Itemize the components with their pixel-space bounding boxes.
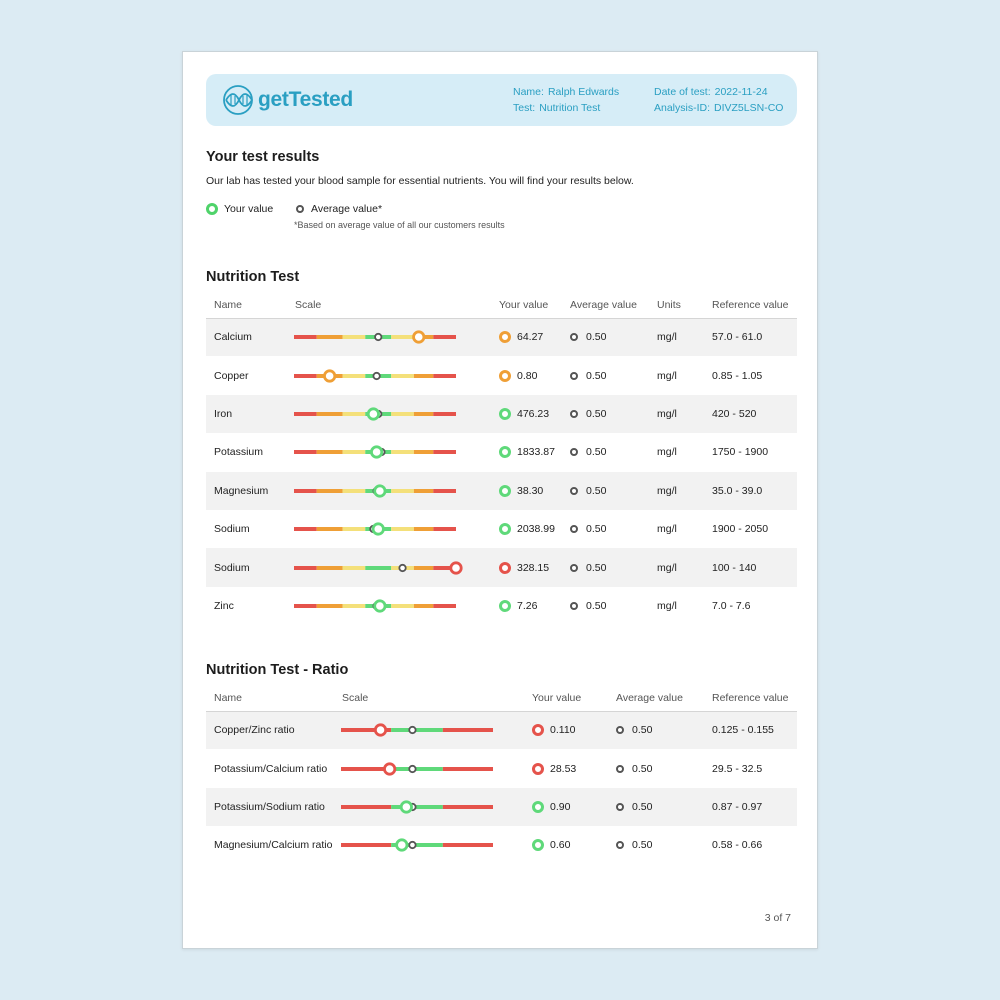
your-value-marker: [375, 725, 385, 735]
range-scale: [287, 596, 463, 616]
nutrient-name: [206, 433, 287, 471]
your-value-cell: [491, 433, 562, 471]
average-dot-icon: [570, 372, 578, 380]
nutrient-name-text: Iron: [214, 407, 233, 420]
date-value: 2022-11-24: [714, 86, 768, 98]
your-value-marker: [375, 601, 385, 611]
unit: mg/l: [657, 599, 677, 612]
name-value: Ralph Edwards: [547, 86, 620, 98]
your-value-wrap: [532, 801, 608, 813]
reference-value: 420 - 520: [704, 395, 797, 433]
average-value-cell: [562, 510, 649, 548]
average-value-cell: [608, 826, 704, 864]
status-dot-icon: [499, 600, 511, 612]
status-dot-icon: [532, 724, 544, 736]
legend-note: *Based on average value of all our customers results: [294, 220, 505, 230]
range-scale: [287, 404, 463, 424]
nutrient-name-text: Potassium/Calcium ratio: [214, 762, 328, 775]
your-value: 328.15: [517, 561, 550, 574]
status-dot-icon: [499, 446, 511, 458]
range-scale: [287, 519, 463, 539]
column-header: Scale: [287, 292, 491, 318]
average-value-marker: [409, 765, 415, 771]
column-header: Reference value: [704, 685, 797, 711]
test-label: Test:: [513, 102, 536, 114]
average-value: 0.50: [586, 369, 607, 382]
status-dot-icon: [499, 485, 511, 497]
analysis-label: Analysis-ID:: [654, 102, 711, 114]
your-value-marker-icon: [206, 203, 218, 215]
range-scale: [287, 366, 463, 386]
nutrient-name-text: Potassium/Sodium ratio: [214, 800, 325, 813]
nutrient-name-text: Copper/Zinc ratio: [214, 724, 295, 737]
average-value: 0.50: [632, 839, 653, 852]
your-value: 28.53: [550, 762, 577, 775]
average-dot-icon: [570, 487, 578, 495]
average-dot-icon: [570, 525, 578, 533]
nutrition-title: Nutrition Test: [206, 269, 300, 285]
average-value-cell: [562, 548, 649, 586]
status-dot-icon: [499, 562, 511, 574]
nutrient-name-text: Zinc: [214, 599, 234, 612]
ratio-table: [206, 685, 797, 865]
your-value-wrap: [532, 724, 608, 736]
your-value-marker: [324, 370, 334, 380]
your-value-cell: [524, 788, 608, 826]
average-value-cell: [562, 395, 649, 433]
report-page: [182, 51, 818, 949]
legend-your-value: [206, 203, 273, 215]
unit: mg/l: [649, 395, 704, 433]
nutrition-table-header: [206, 292, 797, 318]
your-value-cell: [491, 318, 562, 356]
page-number: 3 of 7: [764, 912, 791, 924]
dna-helix-icon: [222, 84, 256, 116]
name-label: Name:: [513, 86, 544, 98]
table-row: [206, 749, 797, 787]
your-value-marker: [373, 524, 383, 534]
table-row: [206, 788, 797, 826]
range-scale: [287, 327, 463, 347]
average-value-wrap: [570, 408, 649, 420]
table-row: [206, 472, 797, 510]
average-value: 0.50: [632, 724, 653, 737]
scale-cell: [334, 788, 524, 826]
your-value-wrap: [499, 523, 562, 535]
nutrient-name-text: Magnesium: [214, 484, 269, 497]
table-row: [206, 395, 797, 433]
your-value-cell: [491, 587, 562, 625]
nutrient-name: [206, 826, 334, 864]
scale-cell: [334, 711, 524, 749]
legend-avg-label: Average value*: [311, 203, 383, 215]
your-value: 0.90: [550, 800, 571, 813]
ratio-table-header: [206, 685, 797, 711]
nutrient-name-text: Potassium: [214, 446, 264, 459]
average-value-wrap: [570, 331, 649, 343]
average-value-wrap: [570, 562, 649, 574]
average-value-wrap: [616, 724, 704, 736]
results-title: Your test results: [206, 149, 320, 165]
average-value-cell: [562, 587, 649, 625]
range-scale: [334, 835, 500, 855]
reference-value: 0.85 - 1.05: [712, 369, 763, 382]
brand-name: getTested: [258, 88, 353, 111]
your-value-wrap: [532, 763, 608, 775]
range-scale: [287, 558, 463, 578]
your-value-marker: [371, 447, 381, 457]
nutrient-name: [206, 711, 334, 749]
column-header: Name: [206, 292, 287, 318]
average-value-cell: [608, 788, 704, 826]
your-value-cell: [524, 749, 608, 787]
your-value: 64.27: [517, 331, 544, 344]
range-scale: [287, 481, 463, 501]
table-row: [206, 548, 797, 586]
nutrient-name: [206, 356, 287, 394]
average-value-marker: [373, 372, 379, 378]
nutrient-name: [206, 788, 334, 826]
scale-cell: [287, 318, 491, 356]
results-intro: Our lab has tested your blood sample for essential nutrients. You will find your results below.: [206, 175, 634, 187]
your-value-marker: [368, 409, 378, 419]
column-header: Reference value: [704, 292, 797, 318]
your-value-wrap: [532, 839, 608, 851]
average-value: 0.50: [632, 800, 653, 813]
scale-cell: [287, 548, 491, 586]
average-value-wrap: [570, 523, 649, 535]
unit: mg/l: [657, 446, 677, 459]
reference-value: 0.125 - 0.155: [704, 711, 797, 749]
your-value-wrap: [499, 600, 562, 612]
status-dot-icon: [499, 331, 511, 343]
average-value: 0.50: [586, 523, 607, 536]
column-header: Units: [649, 292, 704, 318]
average-value-cell: [608, 749, 704, 787]
status-dot-icon: [532, 839, 544, 851]
unit: mg/l: [657, 369, 677, 382]
your-value: 0.60: [550, 839, 571, 852]
patient-info: [513, 84, 619, 116]
reference-value: 100 - 140: [704, 548, 797, 586]
status-dot-icon: [499, 370, 511, 382]
average-value: 0.50: [586, 407, 607, 420]
your-value-wrap: [499, 562, 562, 574]
your-value-cell: [491, 472, 562, 510]
reference-value: 57.0 - 61.0: [704, 318, 797, 356]
column-header: Average value: [562, 292, 649, 318]
nutrient-name: [206, 472, 287, 510]
table-row: [206, 433, 797, 471]
range-scale: [334, 759, 500, 779]
your-value-cell: [524, 826, 608, 864]
nutrient-name-text: Magnesium/Calcium ratio: [214, 839, 333, 852]
your-value-wrap: [499, 446, 562, 458]
nutrient-name: [206, 510, 287, 548]
nutrient-name: [206, 548, 287, 586]
test-value: Nutrition Test: [539, 102, 601, 114]
average-dot-icon: [570, 602, 578, 610]
scale-cell: [287, 587, 491, 625]
column-header: Your value: [524, 685, 608, 711]
your-value-marker: [451, 562, 461, 572]
range-scale: [287, 442, 463, 462]
average-value: 0.50: [586, 561, 607, 574]
average-value-marker: [409, 842, 415, 848]
your-value-marker: [397, 840, 407, 850]
your-value: 7.26: [517, 599, 538, 612]
your-value-wrap: [499, 331, 562, 343]
date-label: Date of test:: [654, 86, 711, 98]
column-header: Scale: [334, 685, 524, 711]
average-dot-icon: [616, 765, 624, 773]
average-value-wrap: [570, 485, 649, 497]
reference-value: 7.0 - 7.6: [712, 599, 751, 612]
analysis-value: DIVZ5LSN-CO: [714, 102, 784, 114]
nutrition-table: [206, 292, 797, 625]
status-dot-icon: [532, 763, 544, 775]
status-dot-icon: [499, 408, 511, 420]
nutrient-name-text: Copper: [214, 369, 249, 382]
your-value: 0.80: [517, 369, 538, 382]
average-value-marker: [409, 727, 415, 733]
average-dot-icon: [570, 410, 578, 418]
average-value-cell: [562, 472, 649, 510]
status-dot-icon: [499, 523, 511, 535]
average-dot-icon: [616, 726, 624, 734]
your-value-marker: [414, 332, 424, 342]
average-value: 0.50: [586, 446, 607, 459]
average-value: 0.50: [586, 331, 607, 344]
scale-cell: [287, 472, 491, 510]
legend-average-value: [296, 203, 382, 215]
range-scale: [334, 720, 500, 740]
reference-value: 1750 - 1900: [712, 446, 769, 459]
reference-value: 35.0 - 39.0: [704, 472, 797, 510]
unit: mg/l: [649, 318, 704, 356]
reference-value: 1900 - 2050: [712, 523, 769, 536]
table-row: [206, 356, 797, 394]
average-dot-icon: [570, 564, 578, 572]
average-value-cell: [562, 318, 649, 356]
your-value-cell: [491, 510, 562, 548]
report-header: [206, 74, 797, 126]
average-value: 0.50: [586, 484, 607, 497]
average-value-wrap: [570, 446, 649, 458]
table-row: [206, 587, 797, 625]
nutrient-name-text: Sodium: [214, 523, 250, 536]
table-row: [206, 318, 797, 356]
your-value-wrap: [499, 408, 562, 420]
column-header: Name: [206, 685, 334, 711]
reference-value: 29.5 - 32.5: [712, 762, 763, 775]
unit: mg/l: [649, 548, 704, 586]
table-row: [206, 826, 797, 864]
scale-cell: [287, 433, 491, 471]
ratio-title: Nutrition Test - Ratio: [206, 662, 349, 678]
status-dot-icon: [532, 801, 544, 813]
scale-cell: [334, 749, 524, 787]
your-value: 0.110: [550, 724, 576, 737]
average-value-marker: [399, 564, 405, 570]
your-value-marker: [384, 763, 394, 773]
average-dot-icon: [570, 448, 578, 456]
nutrient-name: [206, 318, 287, 356]
nutrient-name: [206, 395, 287, 433]
average-value-wrap: [616, 801, 704, 813]
your-value-wrap: [499, 370, 562, 382]
average-value-wrap: [570, 600, 649, 612]
scale-cell: [334, 826, 524, 864]
unit: mg/l: [657, 523, 677, 536]
average-value-wrap: [616, 763, 704, 775]
your-value-marker: [401, 802, 411, 812]
average-value-cell: [562, 356, 649, 394]
nutrient-name: [206, 587, 287, 625]
nutrient-name-text: Calcium: [214, 331, 252, 344]
your-value-wrap: [499, 485, 562, 497]
reference-value: 0.58 - 0.66: [712, 839, 763, 852]
your-value: 1833.87: [517, 446, 555, 459]
average-value-cell: [608, 711, 704, 749]
average-value: 0.50: [632, 762, 653, 775]
average-dot-icon: [616, 841, 624, 849]
nutrient-name-text: Sodium: [214, 561, 250, 574]
your-value-marker: [375, 486, 385, 496]
brand-logo: [222, 84, 353, 116]
your-value: 2038.99: [517, 523, 555, 536]
column-header: Average value: [608, 685, 704, 711]
your-value: 38.30: [517, 484, 544, 497]
range-scale: [334, 797, 500, 817]
scale-cell: [287, 395, 491, 433]
average-value-marker-icon: [296, 205, 304, 213]
your-value-cell: [491, 548, 562, 586]
average-value-marker: [375, 334, 381, 340]
your-value: 476.23: [517, 407, 550, 420]
average-dot-icon: [570, 333, 578, 341]
average-value: 0.50: [586, 599, 607, 612]
table-row: [206, 510, 797, 548]
your-value-cell: [491, 395, 562, 433]
nutrient-name: [206, 749, 334, 787]
average-value-wrap: [616, 839, 704, 851]
reference-value: 0.87 - 0.97: [704, 788, 797, 826]
legend-your-label: Your value: [224, 203, 274, 215]
column-header: Your value: [491, 292, 562, 318]
average-value-wrap: [570, 370, 649, 382]
scale-cell: [287, 510, 491, 548]
your-value-cell: [524, 711, 608, 749]
your-value-cell: [491, 356, 562, 394]
table-row: [206, 711, 797, 749]
test-info: [654, 84, 783, 116]
average-value-cell: [562, 433, 649, 471]
unit: mg/l: [649, 472, 704, 510]
scale-cell: [287, 356, 491, 394]
average-dot-icon: [616, 803, 624, 811]
